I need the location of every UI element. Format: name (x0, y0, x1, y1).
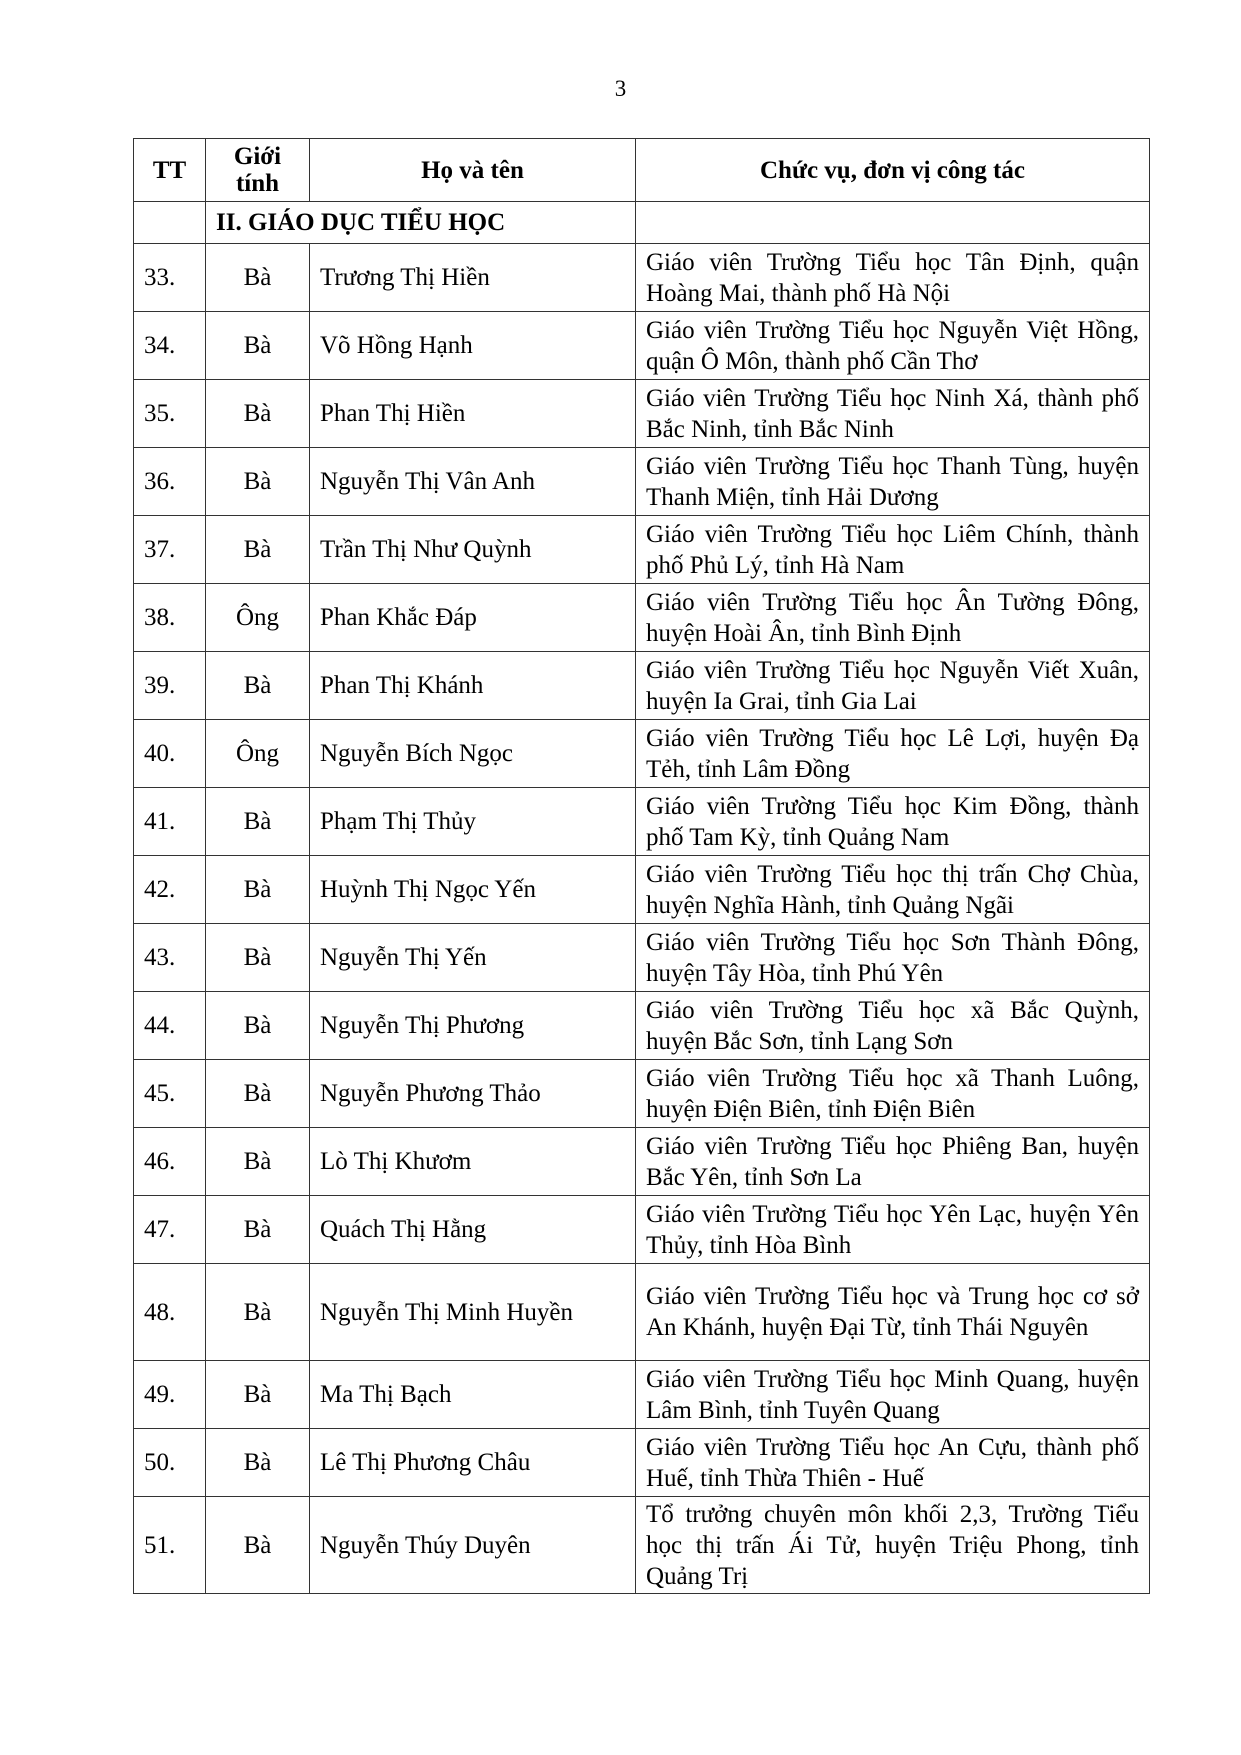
header-gender-line2: tính (235, 170, 280, 197)
section-row (134, 202, 1150, 244)
row-name: Huỳnh Thị Ngọc Yến (310, 856, 636, 924)
row-name: Nguyễn Thị Vân Anh (310, 448, 636, 516)
header-gender (206, 139, 310, 202)
row-name: Phan Thị Khánh (310, 652, 636, 720)
row-number: 43. (134, 924, 206, 992)
row-number: 48. (134, 1264, 206, 1361)
row-gender: Bà (206, 244, 310, 312)
row-position: Tổ trưởng chuyên môn khối 2,3, Trường Tiểu học thị trấn Ái Tử, huyện Triệu Phong, tỉnh Quảng Trị (636, 1497, 1150, 1594)
row-number: 41. (134, 788, 206, 856)
row-gender: Bà (206, 1196, 310, 1264)
row-number: 33. (134, 244, 206, 312)
row-gender: Bà (206, 788, 310, 856)
row-position: Giáo viên Trường Tiểu học Phiêng Ban, huyện Bắc Yên, tỉnh Sơn La (636, 1128, 1150, 1196)
row-number: 51. (134, 1497, 206, 1594)
table-row (134, 720, 1150, 788)
row-name: Phan Khắc Đáp (310, 584, 636, 652)
table-row (134, 856, 1150, 924)
section-title: II. GIÁO DỤC TIỂU HỌC (206, 202, 636, 244)
row-position: Giáo viên Trường Tiểu học Yên Lạc, huyện Yên Thủy, tỉnh Hòa Bình (636, 1196, 1150, 1264)
row-name: Nguyễn Thị Minh Huyền (310, 1264, 636, 1361)
row-position: Giáo viên Trường Tiểu học Lê Lợi, huyện Đạ Tẻh, tỉnh Lâm Đồng (636, 720, 1150, 788)
table-row (134, 584, 1150, 652)
row-gender: Bà (206, 924, 310, 992)
row-name: Võ Hồng Hạnh (310, 312, 636, 380)
row-position: Giáo viên Trường Tiểu học Ân Tường Đông, huyện Hoài Ân, tỉnh Bình Định (636, 584, 1150, 652)
table-row (134, 448, 1150, 516)
row-name: Ma Thị Bạch (310, 1361, 636, 1429)
row-number: 37. (134, 516, 206, 584)
row-gender: Bà (206, 1429, 310, 1497)
section-empty-cell (134, 202, 206, 244)
row-name: Trần Thị Như Quỳnh (310, 516, 636, 584)
row-position: Giáo viên Trường Tiểu học Liêm Chính, thành phố Phủ Lý, tỉnh Hà Nam (636, 516, 1150, 584)
table-row (134, 516, 1150, 584)
row-name: Phan Thị Hiền (310, 380, 636, 448)
row-number: 49. (134, 1361, 206, 1429)
table-body (134, 202, 1150, 1594)
table-row (134, 924, 1150, 992)
row-gender: Bà (206, 992, 310, 1060)
row-position: Giáo viên Trường Tiểu học Nguyễn Việt Hồng, quận Ô Môn, thành phố Cần Thơ (636, 312, 1150, 380)
row-gender: Bà (206, 1264, 310, 1361)
row-number: 35. (134, 380, 206, 448)
table-row (134, 992, 1150, 1060)
row-gender: Bà (206, 652, 310, 720)
row-name: Phạm Thị Thủy (310, 788, 636, 856)
row-name: Lò Thị Khươm (310, 1128, 636, 1196)
row-name: Nguyễn Thị Phương (310, 992, 636, 1060)
row-gender: Bà (206, 1497, 310, 1594)
section-empty-cell (636, 202, 1150, 244)
row-number: 40. (134, 720, 206, 788)
row-number: 39. (134, 652, 206, 720)
row-position: Giáo viên Trường Tiểu học Tân Định, quận Hoàng Mai, thành phố Hà Nội (636, 244, 1150, 312)
table-row (134, 1128, 1150, 1196)
row-name: Nguyễn Thị Yến (310, 924, 636, 992)
row-name: Nguyễn Phương Thảo (310, 1060, 636, 1128)
row-position: Giáo viên Trường Tiểu học Sơn Thành Đông, huyện Tây Hòa, tỉnh Phú Yên (636, 924, 1150, 992)
row-number: 42. (134, 856, 206, 924)
table-row (134, 244, 1150, 312)
table-row (134, 1497, 1150, 1594)
row-gender: Bà (206, 856, 310, 924)
row-name: Lê Thị Phương Châu (310, 1429, 636, 1497)
row-number: 38. (134, 584, 206, 652)
row-position: Giáo viên Trường Tiểu học Minh Quang, huyện Lâm Bình, tỉnh Tuyên Quang (636, 1361, 1150, 1429)
table-row (134, 1060, 1150, 1128)
row-name: Trương Thị Hiền (310, 244, 636, 312)
header-name: Họ và tên (310, 139, 636, 202)
row-position: Giáo viên Trường Tiểu học Kim Đồng, thành phố Tam Kỳ, tỉnh Quảng Nam (636, 788, 1150, 856)
row-position: Giáo viên Trường Tiểu học và Trung học cơ sở An Khánh, huyện Đại Từ, tỉnh Thái Nguyên (636, 1264, 1150, 1361)
row-position: Giáo viên Trường Tiểu học Ninh Xá, thành phố Bắc Ninh, tỉnh Bắc Ninh (636, 380, 1150, 448)
row-gender: Bà (206, 448, 310, 516)
row-number: 36. (134, 448, 206, 516)
row-position: Giáo viên Trường Tiểu học Thanh Tùng, huyện Thanh Miện, tỉnh Hải Dương (636, 448, 1150, 516)
row-gender: Bà (206, 1361, 310, 1429)
row-number: 50. (134, 1429, 206, 1497)
table-row (134, 788, 1150, 856)
row-name: Quách Thị Hằng (310, 1196, 636, 1264)
table-row (134, 380, 1150, 448)
row-position: Giáo viên Trường Tiểu học An Cựu, thành phố Huế, tỉnh Thừa Thiên - Huế (636, 1429, 1150, 1497)
award-list-table (133, 138, 1150, 1594)
table-row (134, 312, 1150, 380)
table-header (134, 139, 1150, 202)
row-number: 45. (134, 1060, 206, 1128)
row-gender: Bà (206, 312, 310, 380)
row-gender: Bà (206, 1128, 310, 1196)
row-number: 34. (134, 312, 206, 380)
row-gender: Ông (206, 720, 310, 788)
page-number: 3 (614, 76, 627, 101)
row-name: Nguyễn Bích Ngọc (310, 720, 636, 788)
row-position: Giáo viên Trường Tiểu học Nguyễn Viết Xuân, huyện Ia Grai, tỉnh Gia Lai (636, 652, 1150, 720)
row-gender: Bà (206, 1060, 310, 1128)
header-gender-line1: Giới (233, 143, 282, 170)
row-name: Nguyễn Thúy Duyên (310, 1497, 636, 1594)
table-row (134, 1361, 1150, 1429)
row-gender: Bà (206, 380, 310, 448)
row-position: Giáo viên Trường Tiểu học thị trấn Chợ Chùa, huyện Nghĩa Hành, tỉnh Quảng Ngãi (636, 856, 1150, 924)
header-position: Chức vụ, đơn vị công tác (636, 139, 1150, 202)
table-row (134, 652, 1150, 720)
table-row (134, 1196, 1150, 1264)
row-gender: Ông (206, 584, 310, 652)
row-position: Giáo viên Trường Tiểu học xã Thanh Luông, huyện Điện Biên, tỉnh Điện Biên (636, 1060, 1150, 1128)
row-number: 46. (134, 1128, 206, 1196)
row-number: 47. (134, 1196, 206, 1264)
row-gender: Bà (206, 516, 310, 584)
row-number: 44. (134, 992, 206, 1060)
table-row (134, 1429, 1150, 1497)
row-position: Giáo viên Trường Tiểu học xã Bắc Quỳnh, huyện Bắc Sơn, tỉnh Lạng Sơn (636, 992, 1150, 1060)
table-row (134, 1264, 1150, 1361)
header-tt: TT (134, 139, 206, 202)
